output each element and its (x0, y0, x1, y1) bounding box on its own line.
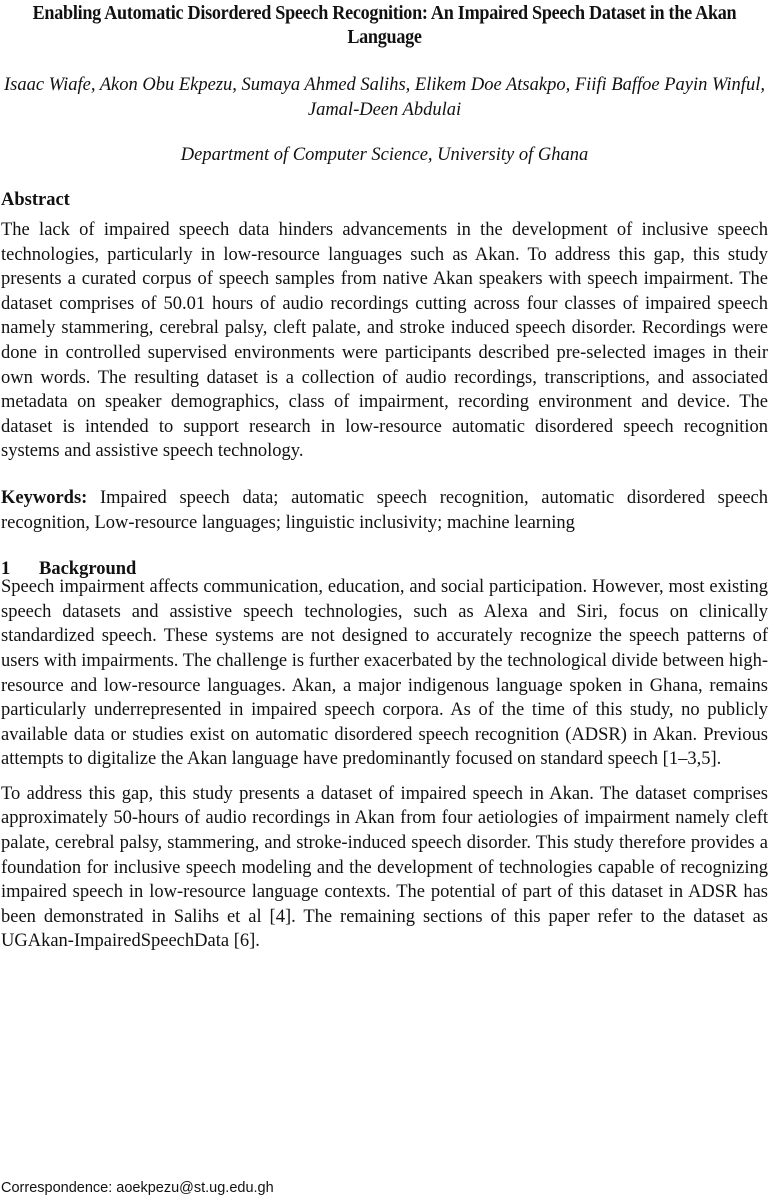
paper-page (1, 0, 768, 954)
correspondence-footer: Correspondence: aoekpezu@st.ug.edu.gh (1, 1180, 274, 1196)
keywords-text: Impaired speech data; automatic speech recognition, automatic disordered speech recognition, Low-resource languages; linguistic inclusivity; machine learning (1, 487, 768, 533)
affiliation: Department of Computer Science, University of Ghana (180, 145, 589, 165)
section-number: 1 (1, 559, 11, 580)
background-paragraph-1: Speech impairment affects communication, education, and social participation. However, most existing speech datasets and assistive speech technologies, such as Alexa and Siri, focus on clinically standardized speech. These systems are not designed to accurately recognize the speech patterns of users with impairments. The challenge is further exacerbated by the technological divide between high-resource and low-resource languages. Akan, a major indigenous language spoken in Ghana, remains particularly underrepresented in impaired speech corpora. As of the time of this study, no publicly available data or studies exist on automatic disordered speech recognition (ADSR) in Akan. Previous attempts to digitalize the Akan language have predominantly focused on standard speech [1–3,5]. (1, 577, 768, 770)
abstract-text: The lack of impaired speech data hinders advancements in the development of inclusive speech technologies, particularly in low-resource languages such as Akan. To address this gap, this study presents a curated corpus of speech samples from native Akan speakers with speech impairment. The dataset comprises of 50.01 hours of audio recordings cutting across four classes of impaired speech namely stammering, cerebral palsy, cleft palate, and stroke induced speech disorder. Recordings were done in controlled supervised environments were participants described pre-selected images in their own words. The resulting dataset is a collection of audio recordings, transcriptions, and associated metadata on speaker demographics, class of impairment, recording environment and device. The dataset is intended to support research in low-resource automatic disordered speech recognition systems and assistive speech technology. (1, 220, 768, 462)
abstract-heading: Abstract (1, 190, 70, 210)
author-list: Isaac Wiafe, Akon Obu Ekpezu, Sumaya Ahmed Salihs, Elikem Doe Atsakpo, Fiifi Baffoe Payin Winful, Jamal-Deen Abdulai (4, 75, 765, 120)
section-title: Background (39, 559, 137, 580)
background-paragraph-2: To address this gap, this study presents a dataset of impaired speech in Akan. The dataset comprises approximately 50-hours of audio recordings in Akan from four aetiologies of impairment namely cleft palate, cerebral palsy, stammering, and stroke-induced speech disorder. This study therefore provides a foundation for inclusive speech modeling and the development of technologies capable of recognizing impaired speech in low-resource language contexts. The potential of part of this dataset in ADSR has been demonstrated in Salihs et al [4]. The remaining sections of this paper refer to the dataset as UGAkan-ImpairedSpeechData [6]. (1, 783, 768, 952)
keywords (1, 486, 768, 535)
keywords-label: Keywords: (1, 487, 88, 508)
paper-title: Enabling Automatic Disordered Speech Recognition: An Impaired Speech Dataset in the Akan Language (32, 3, 737, 48)
